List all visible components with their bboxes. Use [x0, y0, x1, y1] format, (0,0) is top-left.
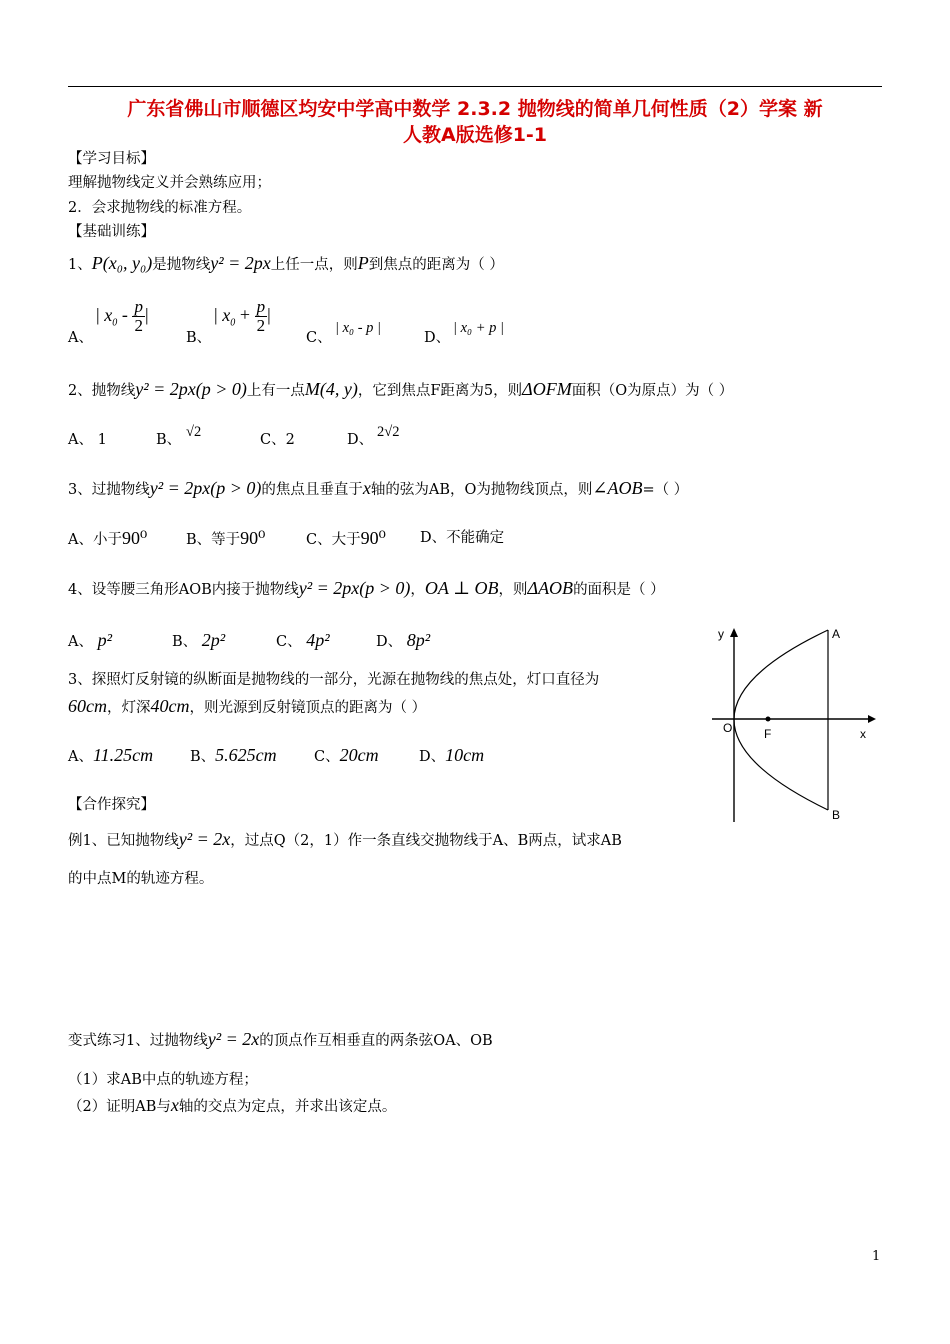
q4-option-b: B、 2p² [172, 630, 226, 650]
y-axis-arrow [730, 628, 738, 637]
goal-2: 2．会求抛物线的标准方程。 [68, 200, 252, 216]
header-rule [68, 86, 882, 87]
question-4: 4、设等腰三角形AOB内接于抛物线y² = 2px(p > 0)，OA ⊥ OB，则ΔAOB的面积是（ ） [68, 578, 665, 598]
page-title-line1: 广东省佛山市顺德区均安中学高中数学 2.3.2 抛物线的简单几何性质（2）学案 新 [127, 98, 823, 120]
x-axis-arrow [868, 715, 876, 723]
question-1: 1、P(x₀, y₀)是抛物线y² = 2px上任一点，则P到焦点的距离为（ ） [68, 253, 504, 273]
label-a: A [832, 627, 841, 641]
q5-option-b: B、5.625cm [190, 745, 277, 765]
q2-option-b-label: B、 [156, 432, 182, 448]
q1-option-d-label: D、 [424, 330, 451, 346]
q3-option-a: A、小于90⁰ [68, 528, 148, 548]
q4-option-d: D、 8p² [376, 630, 431, 650]
q4-option-a: A、 p² [68, 630, 112, 650]
q1-option-c-label: C、 [306, 330, 332, 346]
q2-option-b: √2 [186, 424, 202, 440]
coop-header: 【合作探究】 [68, 797, 155, 813]
q2-option-d-label: D、 [347, 432, 374, 448]
question-5-line2: 60cm，灯深40cm，则光源到反射镜顶点的距离为（ ） [68, 696, 427, 716]
label-focus: F [764, 727, 772, 741]
q1-option-b-label: B、 [186, 330, 212, 346]
goals-header: 【学习目标】 [68, 151, 155, 167]
q5-option-c: C、20cm [314, 745, 379, 765]
variant-1-line1: 变式练习1、过抛物线y² = 2x的顶点作互相垂直的两条弦OA、OB [68, 1029, 493, 1049]
q4-option-c: C、 4p² [276, 630, 330, 650]
q1-option-a-label: A、 [68, 330, 93, 346]
variant-1-item-2: （2）证明AB与x轴的交点为定点，并求出该定点。 [68, 1095, 397, 1115]
question-5-line1: 3、探照灯反射镜的纵断面是抛物线的一部分，光源在抛物线的焦点处，灯口直径为 [68, 672, 600, 688]
q5-option-a: A、11.25cm [68, 745, 154, 765]
q1-option-b: | $x_0$ + $\frac{p}{2}$ | [214, 297, 271, 335]
label-origin: O [723, 721, 733, 735]
example-1-line2: 的中点M的轨迹方程。 [68, 871, 214, 887]
label-b: B [832, 808, 841, 822]
q1-option-d: | x₀ + p | [453, 320, 504, 336]
question-2: 2、抛物线y² = 2px(p > 0)上有一点M(4, y)，它到焦点F距离为5，则ΔOFM面积（O为原点）为（ ） [68, 379, 734, 399]
question-3: 3、过抛物线y² = 2px(p > 0)的焦点且垂直于x轴的弦为AB，O为抛物线顶点，则∠AOB=（ ） [68, 478, 689, 498]
q3-option-c: C、大于90⁰ [306, 528, 386, 548]
parabola-figure [706, 622, 882, 827]
parabola-curve [734, 630, 828, 810]
label-y: y [718, 627, 724, 641]
q1-option-c: | x₀ - p | [335, 320, 382, 336]
q3-option-d: D、不能确定 [420, 530, 505, 546]
q5-option-d: D、10cm [419, 745, 485, 765]
q2-option-d: 2√2 [377, 424, 400, 440]
q3-option-b: B、等于90⁰ [186, 528, 266, 548]
goal-1: 理解抛物线定义并会熟练应用； [68, 175, 271, 191]
q1-option-a: | $x_0$ - $\frac{p}{2}$ | [96, 297, 149, 335]
variant-1-item-1: （1）求AB中点的轨迹方程； [68, 1072, 258, 1088]
q2-option-a: A、 1 [68, 432, 107, 448]
basic-header: 【基础训练】 [68, 224, 155, 240]
focus-point [766, 717, 771, 722]
label-x: x [860, 727, 866, 741]
q2-option-c: C、2 [260, 432, 295, 448]
page-title-line2: 人教A版选修1-1 [402, 124, 548, 146]
example-1-line1: 例1、已知抛物线y² = 2x，过点Q（2，1）作一条直线交抛物线于A、B两点，试求AB [68, 829, 622, 849]
page-number: 1 [872, 1249, 881, 1264]
